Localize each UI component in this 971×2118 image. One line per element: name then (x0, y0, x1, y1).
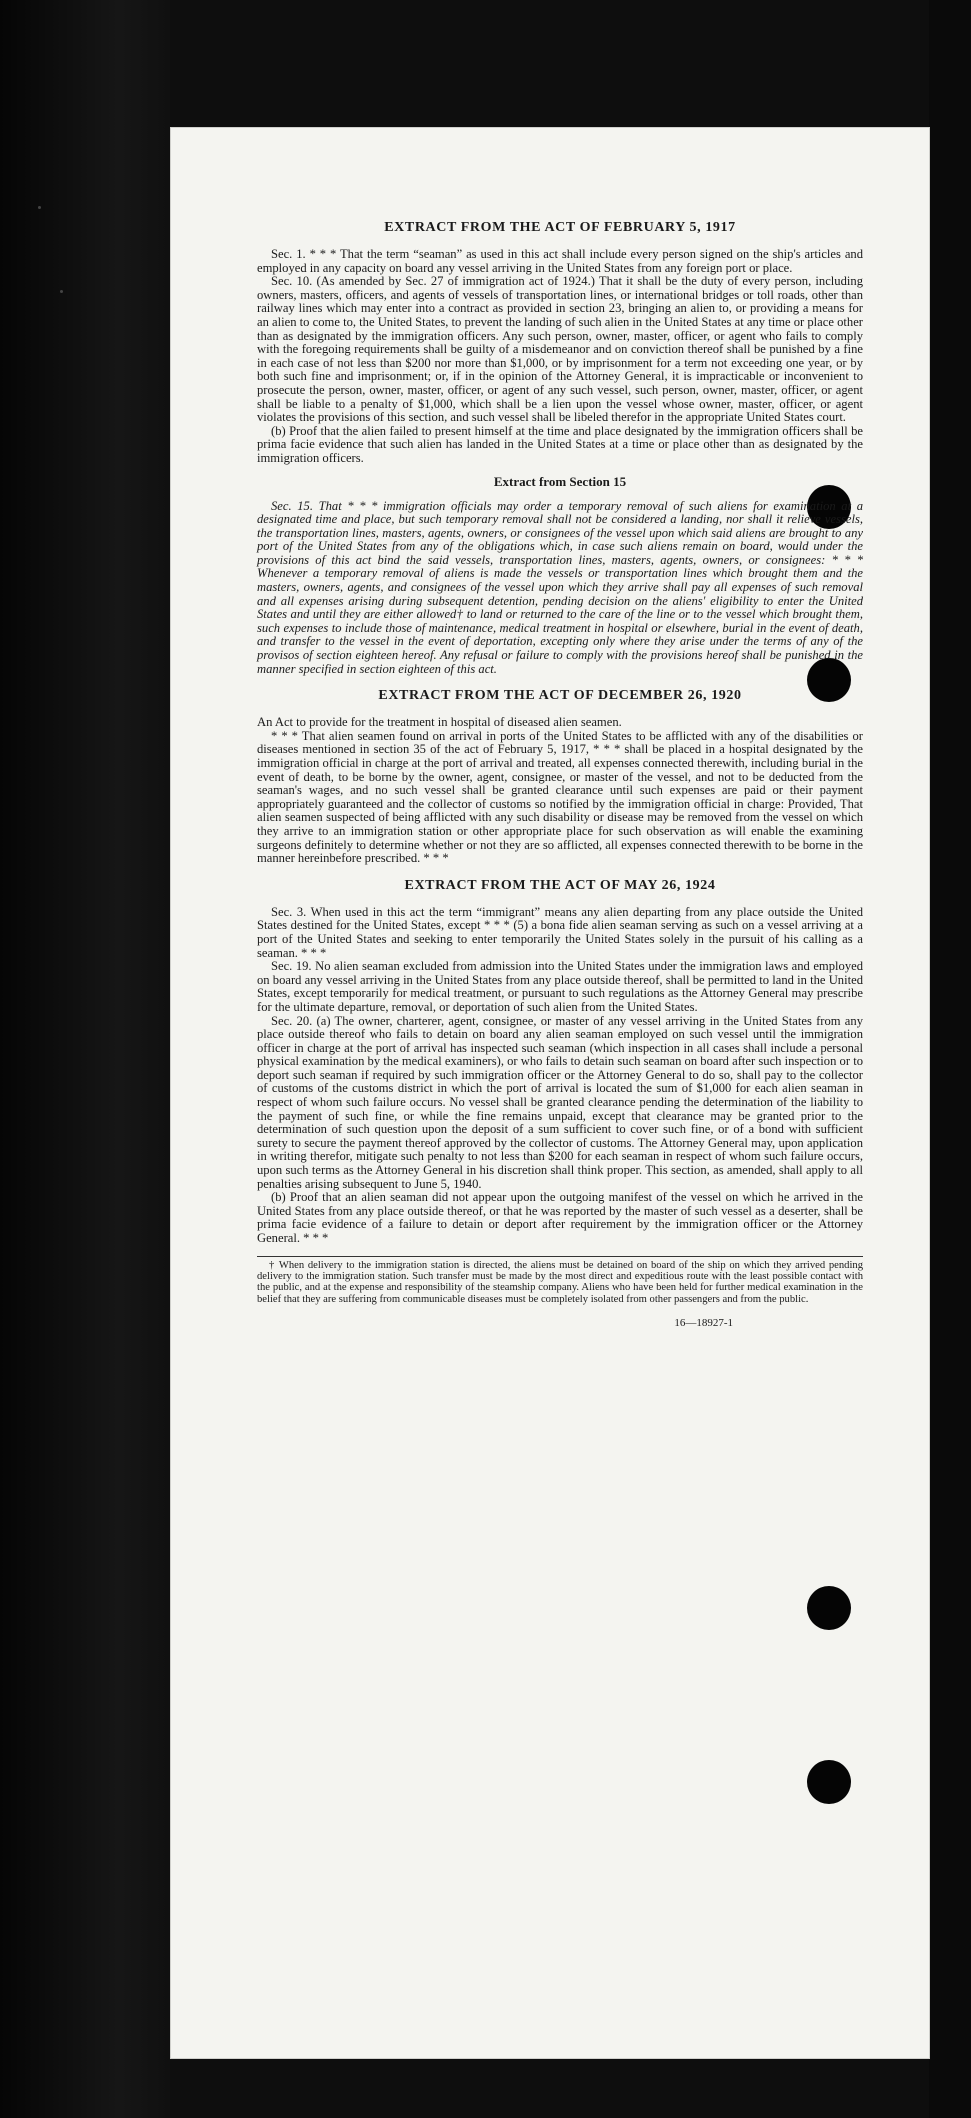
paragraph-sec-3: Sec. 3. When used in this act the term “immigrant” means any alien departing from any place outside the United States destined for the United States, except * * * (5) a bona fide alien seaman serving as such on a vessel arriving at a port of the United States and seeking to enter temporarily the United States solely in the pursuit of his calling as a seaman. * * * (257, 904, 863, 960)
heading-act-1917: EXTRACT FROM THE ACT OF FEBRUARY 5, 1917 (384, 220, 736, 235)
paragraph-sec-10b: (b) Proof that the alien failed to present himself at the time and place designated by the immigration officers shall be prima facie evidence that such alien has landed in the United States at a time or place other than as designated by the immigration officers. (257, 423, 863, 465)
document-page (171, 128, 929, 2058)
paragraph-sec-20: Sec. 20. (a) The owner, charterer, agent, consignee, or master of any vessel arriving in the United States from any place outside thereof who fails to detain on board any alien seaman employed on such vessel until the immigration officer in charge at the port of arrival has inspected such seaman (which inspection in all cases shall include a personal physical examination by the medical examiners), or who fails to detain such seaman on board after such inspection or to deport such seaman if required by such immigration officer or the Attorney General to do so, shall pay to the collector of customs of the customs district in which the port of arrival is located the sum of $1,000 for each alien seaman in respect of whom such failure occurs. No vessel shall be granted clearance pending the determination of the liability to the payment of such fine, or while the fine remains unpaid, except that clearance may be granted prior to the determination of such question upon the deposit of a sum sufficient to cover such fine, or of a bond with sufficient surety to secure the payment thereof approved by the collector of customs. The Attorney General may, upon application in writing therefor, mitigate such penalty to not less than $200 for each seaman in respect of whom such failure occurs, upon such terms as the Attorney General in his discretion shall think proper. This section, as amended, shall apply to all penalties arising subsequent to June 5, 1940. (257, 1013, 863, 1191)
paragraph-sec-15: Sec. 15. That * * * immigration officials may order a temporary removal of such aliens for examination at a designated time and place, but such temporary removal shall not be considered a landing, nor shall it relieve vessels, the transportation lines, masters, agents, owners, or consignees of the vessel upon which said aliens are brought to any port of the United States from any of the obligations which, in case such aliens remain on board, would under the provisions of this act bind the said vessels, transportation lines, masters, agents, owners, or consignees: * * * Whenever a temporary removal of aliens is made the vessels or transportation lines which brought them and the masters, owners, agents, and consignees of the vessel upon which they arrive shall pay all expenses of such removal and all expenses arising during subsequent detention, pending decision on the aliens' eligibility to enter the United States and until they are either allowed† to land or returned to the care of the line or to the vessel which brought them, such expenses to include those of maintenance, medical treatment in hospital or elsewhere, burial in the event of death, and transfer to the vessel in the event of deportation, excepting only where they arise under the terms of any of the provisos of section eighteen hereof. Any refusal or failure to comply with the provisions hereof shall be punished in the manner specified in section eighteen of this act. (257, 498, 863, 676)
scan-border-left (0, 0, 170, 2118)
paragraph-sec-19: Sec. 19. No alien seaman excluded from admission into the United States under the immigration laws and employed on board any vessel arriving in the United States from any place outside thereof, shall be permitted to land in the United States, except temporarily for medical treatment, or pursuant to such regulations as the Attorney General may prescribe for the ultimate departure, removal, or deportation of such alien from the United States. (257, 959, 863, 1014)
paragraph-sec-1: Sec. 1. * * * That the term “seaman” as used in this act shall include every person signed on the ship's articles and employed in any capacity on board any vessel arriving in the United States from any foreign port or place. (257, 247, 863, 275)
footnote: † When delivery to the immigration station is directed, the aliens must be detained on board of the ship on which they arrived pending delivery to the immigration station. Such transfer must be made by the most direct and expeditious route with the least possible contact with the public, and at the expense and responsibility of the steamship company. Aliens who have been held for further medical examination in the belief that they are suffering from communicable diseases must be completely isolated from other passengers and from the public. (257, 1256, 863, 1306)
document-number: 16—18927-1 (674, 1317, 733, 1330)
scan-border-right (929, 0, 971, 2118)
paragraph-sec-20b: (b) Proof that an alien seaman did not appear upon the outgoing manifest of the vessel on which he arrived in the United States from any place outside thereof, or that he was reported by the master of such vessel as a deserter, shall be prima facie evidence of a failure to detain or deport after requirement by the immigration officer or the Attorney General. * * * (257, 1190, 863, 1245)
paragraph-1920-title: An Act to provide for the treatment in hospital of diseased alien seamen. (257, 715, 622, 730)
document-body (257, 220, 863, 1329)
punch-hole (807, 1760, 851, 1804)
scan-speck (60, 290, 63, 293)
subheading-section-15: Extract from Section 15 (493, 473, 627, 489)
punch-hole (807, 1586, 851, 1630)
heading-act-1920: EXTRACT FROM THE ACT OF DECEMBER 26, 1920 (378, 688, 742, 704)
scan-speck (38, 206, 41, 209)
paragraph-1920-body: * * * That alien seamen found on arrival in ports of the United States to be afflicted with any of the disabilities or diseases mentioned in section 35 of the act of February 5, 1917, * * * shall be placed in a hospital designated by the immigration official in charge at the port of arrival and treated, all expenses connected therewith, including burial in the event of death, to be borne by the owner, agent, consignee, or master of the vessel, and not to be deducted from the seaman's wages, and no such vessel shall be granted clearance until such expenses are paid or their payment appropriately guaranteed and the collector of customs so notified by the immigration official in charge: Provided, That alien seamen suspected of being afflicted with any such disability or disease may be removed from the vessel on which they arrive to an immigration station or other appropriate place for such observation as will enable the examining surgeons definitely to determine whether or not they are so afflicted, all expenses connected therewith to be borne in the manner hereinbefore prescribed. * * * (257, 728, 863, 866)
paragraph-sec-10: Sec. 10. (As amended by Sec. 27 of immigration act of 1924.) That it shall be the duty of every person, including owners, masters, officers, and agents of vessels of transportation lines, or international bridges or toll roads, other than railway lines which may enter into a contract as provided in section 23, bringing an alien to, or providing a means for an alien to come to, the United States, to prevent the landing of such alien in the United States at any time or place other than as designated by the immigration officers. Any such person, owner, master, officer, or agent who fails to comply with the foregoing requirements shall be guilty of a misdemeanor and on conviction thereof shall be punished by a fine in each case of not less than $200 nor more than $1,000, or by imprisonment for a term not exceeding one year, or by both such fine and imprisonment; or, if in the opinion of the Attorney General, it is impracticable or inconvenient to prosecute the person, owner, master, officer, or agent of any such vessel, such person, owner, master, officer, or agent shall be liable to a penalty of $1,000, which shall be a lien upon the vessel whose owner, master, officer, or agent violates the provisions of this section, and such vessel shall be libeled therefor in the appropriate United States court. (257, 274, 863, 425)
heading-act-1924: EXTRACT FROM THE ACT OF MAY 26, 1924 (404, 877, 716, 893)
